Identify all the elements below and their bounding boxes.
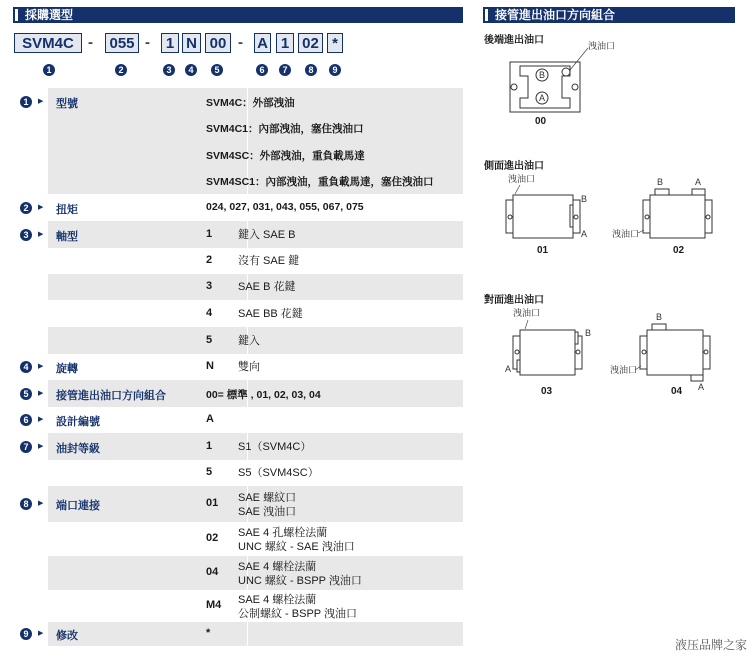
row-description-line2: SAE 洩油口 <box>238 506 297 518</box>
row-marker-6: 6 <box>20 414 32 426</box>
row-code: 4 <box>206 307 213 319</box>
row-description: 鍵入 SAE B <box>238 229 296 241</box>
diagram-code-04: 04 <box>671 386 683 397</box>
row-arrow-icon: ▶ <box>38 362 44 370</box>
table-row <box>48 88 463 115</box>
column-divider <box>247 407 248 433</box>
row-description: SAE 螺紋口 <box>238 492 297 504</box>
table-row <box>48 194 463 221</box>
table-row <box>48 300 463 327</box>
row-code: 04 <box>206 566 219 578</box>
row-arrow-icon: ▶ <box>38 203 44 211</box>
watermark-text: 液压品牌之家 <box>674 638 747 652</box>
row-description: SAE B 花鍵 <box>238 281 296 293</box>
row-arrow-icon: ▶ <box>38 97 44 105</box>
table-row <box>48 590 463 622</box>
table-row <box>48 327 463 354</box>
table-row <box>48 248 463 274</box>
table-row <box>48 380 463 407</box>
diagram-03 <box>505 307 591 375</box>
row-marker-3: 3 <box>20 229 32 241</box>
row-code: 02 <box>206 532 219 544</box>
table-row <box>48 354 463 380</box>
row-description: SAE 4 螺栓法蘭 <box>238 561 317 573</box>
table-row <box>48 141 463 168</box>
row-marker-1: 1 <box>20 96 32 108</box>
row-code: 5 <box>206 334 213 346</box>
row-description: SAE 4 螺栓法蘭 <box>238 594 317 606</box>
code-marker-3: 3 <box>163 64 175 76</box>
port-orientation-section-header <box>483 7 735 23</box>
port-b-label: B <box>538 70 546 80</box>
row-label: 設計編號 <box>56 416 100 428</box>
code-part-seal: 1 <box>276 33 294 53</box>
row-arrow-icon: ▶ <box>38 499 44 507</box>
row-description: 沒有 SAE 鍵 <box>238 255 300 267</box>
row-value: SVM4C1：內部洩油，塞住洩油口 <box>206 123 364 135</box>
row-label: 軸型 <box>56 231 78 243</box>
drain-port-label: 洩油口 <box>508 174 536 184</box>
side-ports-title: 側面進出油口 <box>484 161 544 172</box>
row-description: SAE BB 花鍵 <box>238 308 303 320</box>
code-part-rotation: N <box>182 33 201 53</box>
port-b-label: B <box>657 177 664 187</box>
port-a-label: A <box>695 177 702 187</box>
port-orientation-diagrams <box>480 30 750 410</box>
row-description: SAE 4 孔螺栓法蘭 <box>238 527 328 539</box>
row-value: SVM4SC：外部洩油，重負載馬達 <box>206 150 365 162</box>
row-arrow-icon: ▶ <box>38 389 44 397</box>
code-part-modification: * <box>327 33 343 53</box>
row-code: M4 <box>206 599 222 611</box>
diagram-02 <box>612 177 712 239</box>
code-part-torque: 055 <box>105 33 139 53</box>
row-code: A <box>206 413 214 425</box>
code-marker-6: 6 <box>256 64 268 76</box>
table-row <box>48 115 463 141</box>
row-description: 雙向 <box>238 361 260 373</box>
row-marker-8: 8 <box>20 498 32 510</box>
ordering-section-title: 採購選型 <box>25 8 74 22</box>
row-code: 3 <box>206 280 213 292</box>
drain-port-label: 洩油口 <box>513 308 541 318</box>
diagram-code-03: 03 <box>541 386 553 397</box>
row-label: 旋轉 <box>56 363 78 375</box>
row-code: * <box>206 627 211 639</box>
diagram-code-02: 02 <box>673 245 685 256</box>
code-part-model: SVM4C <box>14 33 82 53</box>
row-arrow-icon: ▶ <box>38 230 44 238</box>
port-a-label: A <box>581 229 588 239</box>
row-code: 1 <box>206 228 213 240</box>
row-marker-5: 5 <box>20 388 32 400</box>
diagram-00 <box>510 40 615 112</box>
row-code: 01 <box>206 497 219 509</box>
row-label: 型號 <box>56 98 78 110</box>
diagram-code-01: 01 <box>537 245 549 256</box>
code-dash: - <box>145 34 150 51</box>
row-label: 扭矩 <box>56 204 78 216</box>
code-marker-4: 4 <box>185 64 197 76</box>
table-row <box>48 460 463 486</box>
table-row <box>48 622 463 646</box>
code-dash: - <box>88 34 93 51</box>
table-row <box>48 221 463 248</box>
drain-port-label: 洩油口 <box>610 365 638 375</box>
drain-port-label: 洩油口 <box>612 229 640 239</box>
diagram-code-00: 00 <box>535 116 547 127</box>
rear-ports-title: 後端進出油口 <box>484 35 544 46</box>
table-row <box>48 486 463 522</box>
row-label: 接管進出油口方向組合 <box>56 390 166 402</box>
row-code: 1 <box>206 440 213 452</box>
code-marker-9: 9 <box>329 64 341 76</box>
row-arrow-icon: ▶ <box>38 442 44 450</box>
drain-port-label: 洩油口 <box>588 41 616 51</box>
row-marker-2: 2 <box>20 202 32 214</box>
table-row <box>48 407 463 433</box>
diagram-01 <box>506 173 587 239</box>
code-part-design: A <box>254 33 271 53</box>
row-label: 修改 <box>56 630 78 642</box>
port-a-label: A <box>538 93 546 103</box>
row-arrow-icon: ▶ <box>38 415 44 423</box>
row-value: 00= 標準 , 01, 02, 03, 04 <box>206 389 321 401</box>
port-b-label: B <box>581 194 588 204</box>
header-accent-bar <box>15 9 18 21</box>
code-marker-7: 7 <box>279 64 291 76</box>
row-description: S1（SVM4C） <box>238 441 312 453</box>
port-b-label: B <box>656 312 663 322</box>
row-value: SVM4SC1：內部洩油，重負載馬達，塞住洩油口 <box>206 176 434 188</box>
row-label: 油封等級 <box>56 443 100 455</box>
row-value: SVM4C：外部洩油 <box>206 97 295 109</box>
row-marker-7: 7 <box>20 441 32 453</box>
ordering-section-header <box>13 7 463 23</box>
row-marker-4: 4 <box>20 361 32 373</box>
row-value: 024, 027, 031, 043, 055, 067, 075 <box>206 201 364 213</box>
diagram-04 <box>610 312 710 392</box>
port-a-label: A <box>505 364 512 374</box>
row-label: 端口連接 <box>56 500 100 512</box>
table-row <box>48 274 463 300</box>
port-b-label: B <box>585 328 592 338</box>
row-code: 5 <box>206 466 213 478</box>
table-row <box>48 522 463 556</box>
table-row <box>48 556 463 590</box>
port-orientation-section-title: 接管進出油口方向組合 <box>495 8 616 22</box>
code-marker-1: 1 <box>43 64 55 76</box>
code-marker-2: 2 <box>115 64 127 76</box>
table-row <box>48 168 463 194</box>
opposite-ports-title: 對面進出油口 <box>484 295 544 306</box>
row-description-line2: 公制螺紋 - BSPP 洩油口 <box>238 608 357 620</box>
port-a-label: A <box>698 382 705 392</box>
code-part-port-connection: 02 <box>298 33 323 53</box>
code-part-port-orientation: 00 <box>205 33 231 53</box>
row-code: N <box>206 360 214 372</box>
code-marker-8: 8 <box>305 64 317 76</box>
row-code: 2 <box>206 254 213 266</box>
row-arrow-icon: ▶ <box>38 629 44 637</box>
header-accent-bar <box>485 9 488 21</box>
row-description-line2: UNC 螺紋 - BSPP 洩油口 <box>238 575 362 587</box>
code-marker-5: 5 <box>211 64 223 76</box>
row-description-line2: UNC 螺紋 - SAE 洩油口 <box>238 541 355 553</box>
table-row <box>48 433 463 460</box>
row-description: S5（SVM4SC） <box>238 467 319 479</box>
column-divider <box>247 622 248 646</box>
row-description: 鍵入 <box>238 335 260 347</box>
code-part-shaft: 1 <box>161 33 179 53</box>
code-dash: - <box>238 34 243 51</box>
row-marker-9: 9 <box>20 628 32 640</box>
